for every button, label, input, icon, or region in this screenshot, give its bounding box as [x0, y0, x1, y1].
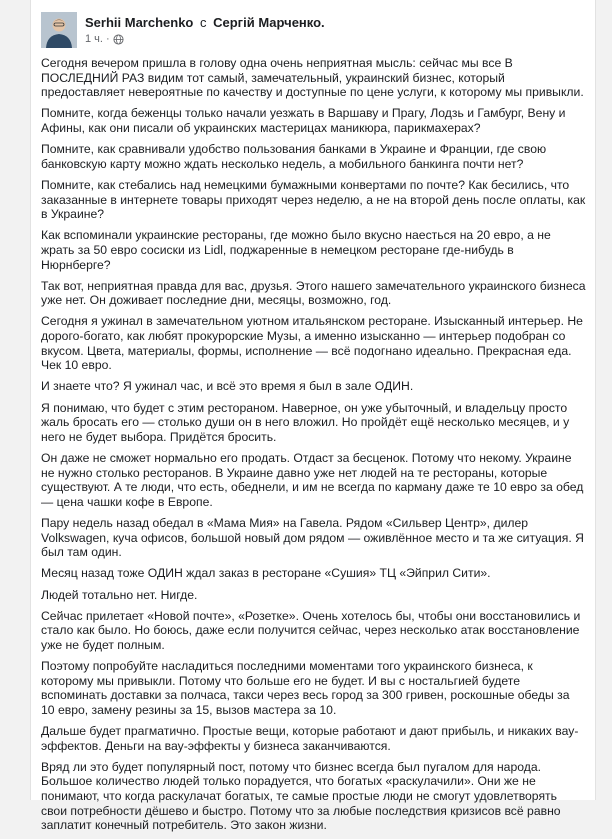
post-paragraph: Помните, когда беженцы только начали уезжать в Варшаву и Прагу, Лодзь и Гамбург, Вену и Афины, как они писали об украинских мастерицах маникюра, парикмахерах? [41, 106, 566, 135]
post-paragraph: Так вот, неприятная правда для вас, друзья. Этого нашего замечательного украинского бизнеса уже нет. Он доживает последние дни, месяцы, возможно, год. [41, 278, 586, 308]
post-paragraph: Сейчас прилетает «Новой почте», «Розетке». Очень хотелось бы, чтобы они восстановились и стало как было. Но боюсь, даже если получится сейчас, через несколько атак восстановление уже не будет полным. [41, 608, 581, 652]
post-paragraph: Дальше будет прагматично. Простые вещи, которые работают и дают прибыль, и никаких вау-эффектов. Деньги на вау-эффекты у бизнеса заканчиваются. [41, 724, 579, 753]
coauthor-name-link[interactable]: Сергій Марченко. [213, 15, 325, 30]
author-line [85, 15, 325, 31]
post-card [30, 0, 596, 833]
meta-separator: · [105, 33, 110, 45]
post-timestamp-link[interactable]: 1 ч. [85, 33, 103, 45]
post-header [41, 12, 585, 48]
avatar-image [41, 12, 77, 48]
post-paragraph: Я понимаю, что будет с этим рестораном. Наверное, он уже убыточный, и владельцу просто жаль бросать его — столько души он в него вложил. Но пройдёт ещё несколько месяцев, и у него не будет выбора. Придётся бросить. [41, 400, 570, 444]
post-meta [85, 33, 124, 46]
post-paragraph: Вряд ли это будет популярный пост, потому что бизнес всегда был пугалом для народа. Большое количество людей только порадуется, что богатых «раскулачили». Они же не понимают, что когда раскулачат богатых, те самые простые люди не смогут удовлетворять свои потребности дёшево и быстро. Потому что за любые последствия кризисов всё равно заплатит конечный потребитель. Это закон жизни. [41, 759, 561, 833]
post-body [41, 56, 586, 839]
post-paragraph: Помните, как стебались над немецкими бумажными конвертами по почте? Как бесились, что заказанные в интернете товары приходят через неделю, а не на второй день после оплаты, как в Украине? [41, 177, 586, 222]
post-paragraph: Месяц назад тоже ОДИН ждал заказ в ресторане «Сушия» ТЦ «Эйприл Сити». [41, 566, 491, 581]
post-paragraph: Людей тотально нет. Нигде. [41, 587, 198, 602]
post-paragraph: Помните, как сравнивали удобство пользования банками в Украине и Франции, где свою банковскую карту можно ждать несколько недель, а мобильного банкинга почти нет? [41, 142, 547, 171]
post-paragraph: Пару недель назад обедал в «Мама Мия» на Гавела. Рядом «Сильвер Центр», дилер Volkswagen, куча офисов, большой новый дом рядом — оживлённое место и та же ситуация. Я был там один. [41, 515, 584, 560]
author-name-link[interactable]: Serhii Marchenko [85, 15, 194, 30]
post-paragraph: Сегодня вечером пришла в голову одна очень неприятная мысль: сейчас мы все В ПОСЛЕДНИЙ РАЗ видим тот самый, замечательный, украинский бизнес, который предоставляет невероятные по качеству и доступные по цене услуги, к которому мы привыкли. [41, 56, 584, 100]
post-paragraph: Сегодня я ужинал в замечательном уютном итальянском ресторане. Изысканный интерьер. Не дорого-богато, как любят прокурорские Музы, а именно изысканно — интерьер подобран со вкусом. Цвета, материалы, формы, исполнение — всё подогнано идеально. Прекрасная еда. Чек 10 евро. [41, 314, 583, 373]
post-paragraph: Поэтому попробуйте насладиться последними моментами того украинского бизнеса, к которому мы привыкли. Потому что больше его не будет. И вы с ностальгией будете вспоминать доставки за полчаса, такси через весь город за 300 гривен, роскошные обеды за 10 евро, замену резины за 15, вызов мастера за 10. [41, 659, 570, 717]
with-word: с [200, 15, 207, 30]
post-paragraph: Он даже не сможет нормально его продать. Отдаст за бесценок. Потому что некому. Украине не нужно столько ресторанов. В Украине давно уже нет людей на те рестораны, которые существуют. А те люди, что есть, обеднели, и им не всегда по карману даже те 10 евро за обед — цена чашки кофе в Европе. [41, 451, 584, 509]
post-paragraph: И знаете что? Я ужинал час, и всё это время я был в зале ОДИН. [41, 379, 414, 394]
post-paragraph: Как вспоминали украинские рестораны, где можно было вкусно наесться на 20 евро, а не жрать за 50 евро сосиски из Lidl, поджаренные в немецком ресторане где-нибудь в Нюрнберге? [41, 228, 551, 272]
globe-icon[interactable] [113, 34, 124, 45]
author-avatar[interactable] [41, 12, 77, 48]
